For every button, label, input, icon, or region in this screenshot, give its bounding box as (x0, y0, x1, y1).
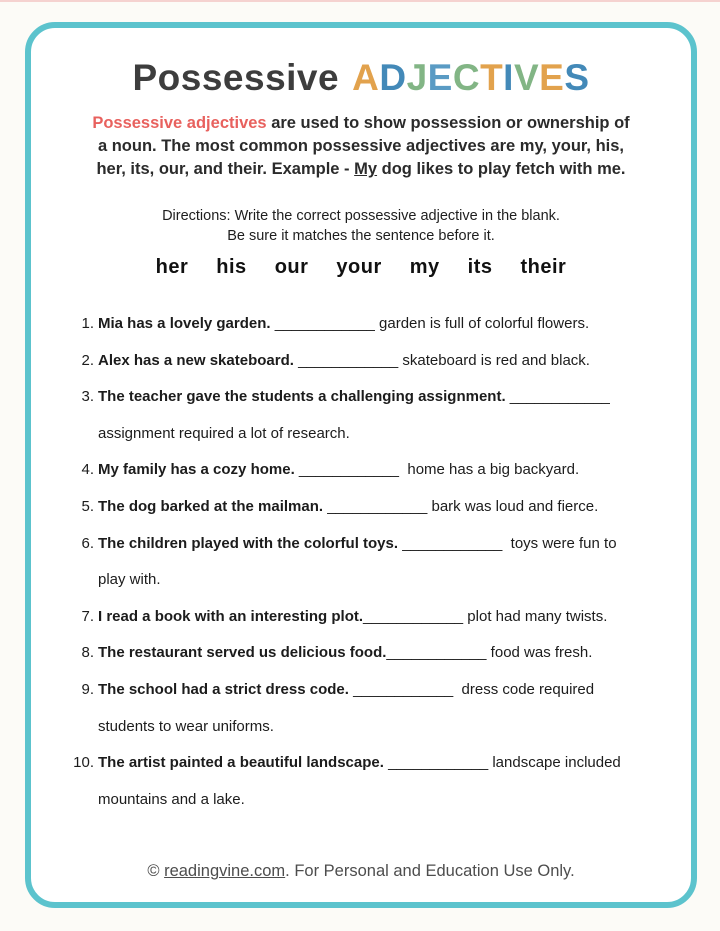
item-content (98, 306, 691, 343)
sentence-bold-part: The children played with the colorful toys. (98, 534, 399, 552)
sentence-text: My (354, 160, 378, 178)
exercise-item (31, 599, 691, 636)
sentence-text: ____________ skateboard is red and black. (293, 351, 590, 369)
word-bank-word: our (274, 256, 309, 278)
sentence-text: ____________ home has a big backyard. (294, 461, 580, 479)
item-number: 2. (81, 351, 94, 369)
sentence-bold-part: The restaurant served us delicious food. (98, 644, 387, 662)
item-line (98, 599, 691, 636)
title-letter: A (352, 57, 380, 98)
title-letter: T (480, 57, 504, 98)
title-letter: C (452, 57, 481, 98)
item-content (98, 599, 691, 636)
directions (31, 206, 691, 246)
item-line (98, 379, 691, 416)
sentence-bold-part: The teacher gave the students a challenging assignment. (98, 388, 506, 406)
sentence-text: mountains and a lake. (98, 790, 245, 808)
item-content (98, 745, 691, 818)
readingvine-link[interactable]: readingvine.com (164, 862, 286, 881)
title-word-adjectives (352, 57, 589, 98)
title-letter: J (406, 57, 428, 98)
item-number: 4. (81, 461, 94, 479)
word-bank-word: their (520, 256, 567, 278)
sentence-text: ____________ bark was loud and fierce. (323, 497, 599, 515)
item-line (98, 672, 691, 709)
item-line (98, 452, 691, 489)
sentence-text: her, its, our, and their. Example - (96, 160, 355, 178)
item-line (98, 489, 691, 526)
exercise-list (31, 306, 691, 818)
item-line (98, 343, 691, 380)
sentence-bold-part: Alex has a new skateboard. (98, 351, 294, 369)
item-number: 9. (81, 680, 94, 698)
title-letter: S (564, 57, 590, 98)
word-bank-word: its (467, 256, 493, 278)
intro-line (31, 158, 691, 181)
item-number: 7. (81, 607, 94, 625)
item-line (98, 562, 691, 599)
sentence-bold-part: Mia has a lovely garden. (98, 315, 271, 332)
item-content (98, 672, 691, 745)
sentence-text: assignment required a lot of research. (98, 424, 350, 442)
item-number: 1. (81, 315, 94, 332)
item-content (98, 526, 691, 599)
word-bank-word: your (336, 256, 382, 278)
item-line (98, 416, 691, 453)
title-letter: E (539, 57, 565, 98)
word-bank (31, 254, 691, 281)
page-edge-artifact (0, 0, 720, 2)
directions-line-1: Directions: Write the correct possessive adjective in the blank. (162, 208, 560, 224)
directions-line-2: Be sure it matches the sentence before it. (227, 228, 495, 244)
sentence-bold-part: The dog barked at the mailman. (98, 497, 324, 515)
item-line (98, 782, 691, 819)
item-content (98, 635, 691, 672)
sentence-text: ____________ (505, 388, 610, 406)
sentence-bold-part: My family has a cozy home. (98, 461, 295, 479)
sentence-text: ____________ plot had many twists. (363, 607, 608, 625)
title-letter: V (513, 57, 540, 98)
title-letter: D (379, 57, 407, 98)
item-content (98, 452, 691, 489)
sentence-text: are used to show possession or ownership of (266, 114, 630, 132)
exercise-item (31, 745, 691, 818)
item-number: 8. (81, 644, 94, 662)
item-line (98, 526, 691, 563)
worksheet-title (31, 56, 691, 100)
item-content (98, 489, 691, 526)
item-number: 10. (73, 754, 94, 772)
item-line (98, 635, 691, 672)
item-number: 5. (81, 497, 94, 515)
item-content (98, 379, 691, 452)
item-line (98, 306, 691, 343)
exercise-item (31, 526, 691, 599)
sentence-text: students to wear uniforms. (98, 717, 274, 735)
title-letter: I (503, 57, 514, 98)
intro-line (31, 135, 691, 158)
sentence-text: dog likes to play fetch with me. (377, 160, 626, 178)
exercise-item (31, 635, 691, 672)
exercise-item (31, 452, 691, 489)
sentence-text: play with. (98, 571, 161, 589)
item-content (98, 343, 691, 380)
exercise-item (31, 343, 691, 380)
word-bank-word: her (155, 256, 189, 278)
sentence-bold-part: I read a book with an interesting plot. (98, 607, 364, 625)
copyright-symbol: © (147, 862, 165, 881)
sentence-text: ____________ food was fresh. (386, 644, 593, 662)
item-line (98, 745, 691, 782)
sentence-text: ____________ dress code required (348, 680, 595, 698)
sentence-text: ____________ toys were fun to (398, 534, 617, 552)
sentence-bold-part: The school had a strict dress code. (98, 680, 349, 698)
worksheet-page (25, 22, 697, 908)
item-line (98, 709, 691, 746)
title-word-possessive: Possessive (132, 57, 340, 98)
exercise-item (31, 379, 691, 452)
sentence-bold-part: The artist painted a beautiful landscape. (98, 754, 384, 772)
footer (31, 860, 691, 882)
sentence-text: a noun. The most common possessive adjectives are my, your, his, (97, 137, 625, 155)
word-bank-word: my (409, 256, 440, 278)
item-number: 6. (81, 534, 94, 552)
sentence-text: ____________ landscape included (383, 754, 621, 772)
exercise-item (31, 672, 691, 745)
intro-line (31, 112, 691, 135)
sentence-text: ____________ garden is full of colorful flowers. (270, 315, 590, 332)
word-bank-word: his (216, 256, 247, 278)
exercise-item (31, 489, 691, 526)
intro-paragraph (31, 112, 691, 181)
title-letter: E (427, 57, 453, 98)
sentence-text: Possessive adjectives (92, 114, 267, 132)
footer-text: . For Personal and Education Use Only. (285, 862, 575, 881)
item-number: 3. (81, 388, 94, 406)
exercise-item (31, 306, 691, 343)
